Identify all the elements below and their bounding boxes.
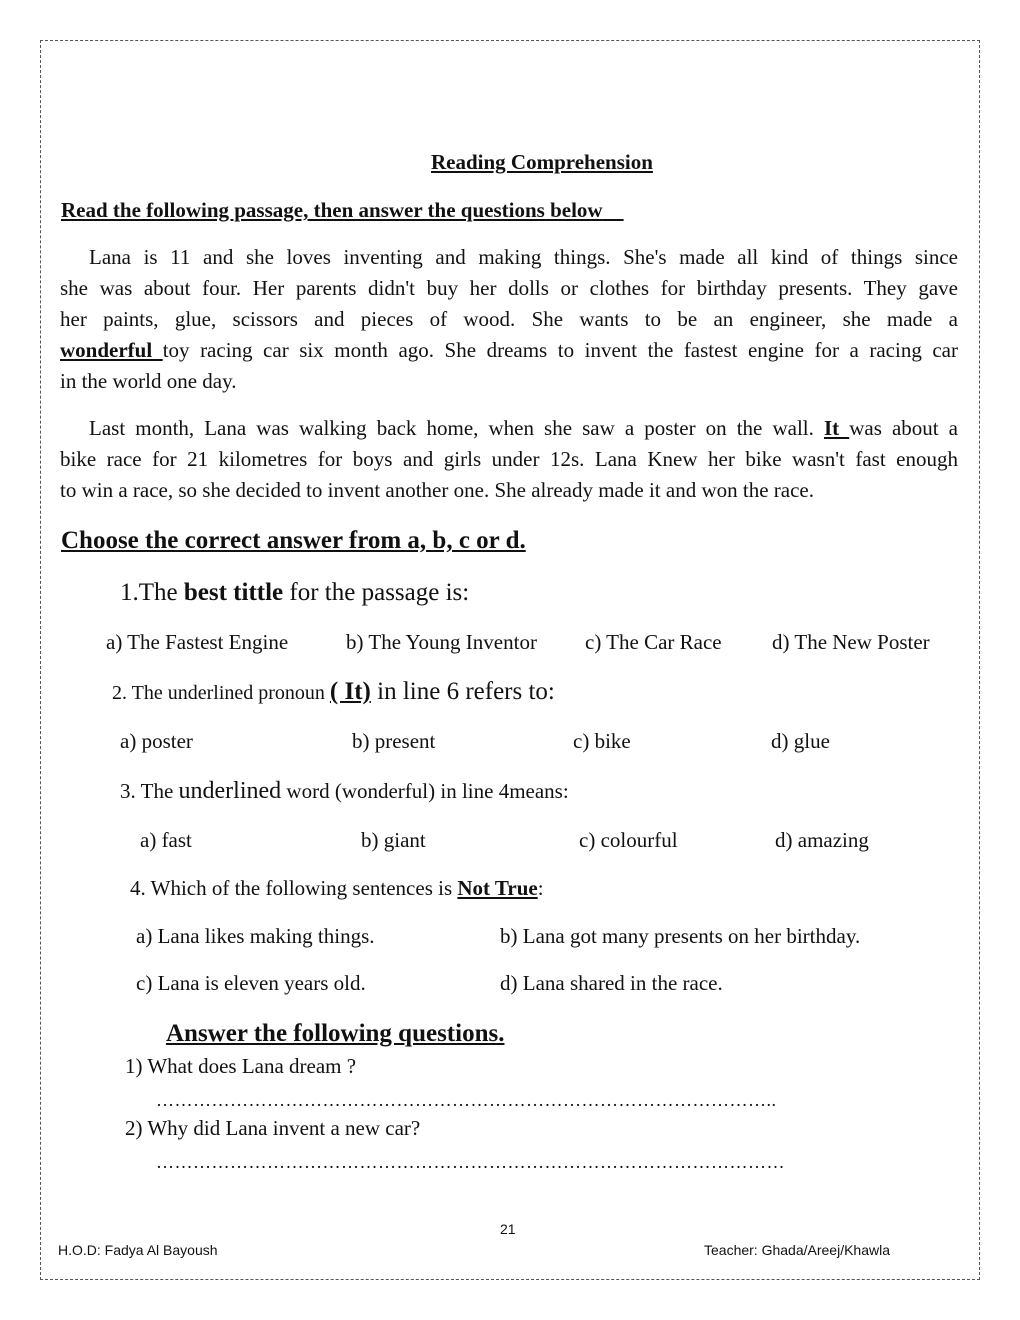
passage-line: bike race for 21 kilometres for boys and girls under 12s. Lana Knew her bike wasn't fast enough: [60, 447, 958, 471]
option[interactable]: a) poster: [120, 729, 193, 753]
open-question: 2) Why did Lana invent a new car?: [125, 1116, 421, 1140]
question-2: 2. The underlined pronoun ( It) in line 6 refers to:: [112, 678, 555, 705]
section-heading: Answer the following questions.: [166, 1020, 505, 1047]
open-question: 1) What does Lana dream ?: [125, 1054, 357, 1078]
passage-line: Lana is 11 and she loves inventing and making things. She's made all kind of things since: [89, 245, 958, 269]
option[interactable]: a) fast: [140, 828, 192, 852]
option[interactable]: a) The Fastest Engine: [106, 630, 289, 654]
question-3: 3. The underlined word (wonderful) in line 4means:: [120, 778, 569, 804]
option[interactable]: b) The Young Inventor: [346, 630, 537, 654]
footer-teacher: Teacher: Ghada/Areej/Khawla: [704, 1242, 890, 1258]
option[interactable]: d) The New Poster: [772, 630, 930, 654]
question-4: 4. Which of the following sentences is Not True:: [130, 876, 544, 900]
passage-line: her paints, glue, scissors and pieces of wood. She wants to be an engineer, she made a: [60, 307, 958, 331]
option[interactable]: c) Lana is eleven years old.: [136, 971, 366, 995]
option[interactable]: c) colourful: [579, 828, 678, 852]
passage-line: in the world one day.: [60, 369, 237, 393]
instruction: Read the following passage, then answer the questions below: [61, 198, 603, 222]
passage-line: to win a race, so she decided to invent another one. She already made it and won the race.: [60, 478, 814, 502]
option[interactable]: d) amazing: [775, 828, 869, 852]
option[interactable]: a) Lana likes making things.: [136, 924, 375, 948]
option[interactable]: c) bike: [573, 729, 631, 753]
passage-line: Last month, Lana was walking back home, when she saw a poster on the wall. It was about a: [89, 416, 958, 440]
option[interactable]: d) Lana shared in the race.: [500, 971, 723, 995]
page-title: Reading Comprehension: [431, 150, 653, 174]
footer-hod: H.O.D: Fadya Al Bayoush: [58, 1242, 218, 1258]
question-1: 1.The best tittle for the passage is:: [120, 579, 470, 606]
page-number: 21: [500, 1221, 516, 1237]
option[interactable]: b) giant: [361, 828, 426, 852]
option[interactable]: b) present: [352, 729, 436, 753]
option[interactable]: d) glue: [771, 729, 830, 753]
passage-line: wonderful toy racing car six month ago. She dreams to invent the fastest engine for a racing car: [60, 338, 958, 362]
option[interactable]: c) The Car Race: [585, 630, 722, 654]
option[interactable]: b) Lana got many presents on her birthday.: [500, 924, 861, 948]
passage-line: she was about four. Her parents didn't buy her dolls or clothes for birthday presents. They gave: [60, 276, 958, 300]
section-heading: Choose the correct answer from a, b, c or d.: [61, 527, 526, 554]
answer-line[interactable]: ………………………………………………………………………………………..: [156, 1090, 777, 1110]
underlined-pronoun: It: [823, 416, 850, 440]
answer-line[interactable]: …………………………………………………………………………………………: [156, 1152, 785, 1172]
underlined-word: wonderful: [60, 338, 163, 362]
